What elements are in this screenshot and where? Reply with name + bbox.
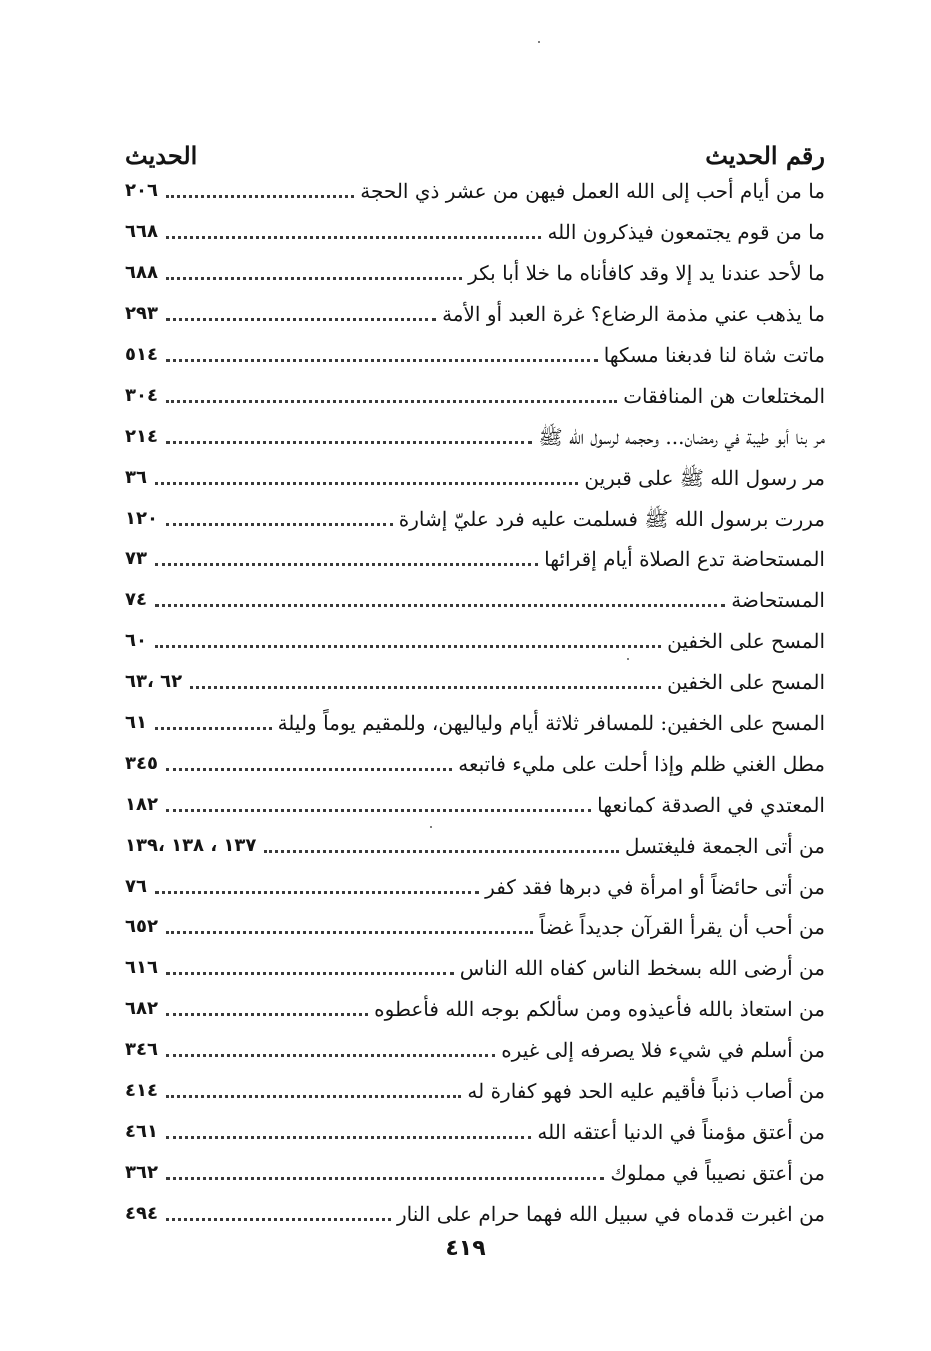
dot-leader [166, 1071, 461, 1111]
index-entry [125, 498, 825, 539]
hadith-text: المسح على الخفين [667, 629, 825, 654]
hadith-text: ما من أيام أحب إلى الله العمل فيهن من عشر ذي الحجة [360, 179, 825, 204]
index-entry [125, 539, 825, 580]
index-header [125, 137, 825, 173]
hadith-number: ٦١ [125, 712, 147, 734]
index-entry [125, 335, 825, 376]
dot-leader [166, 1153, 604, 1193]
dot-leader [166, 744, 452, 784]
index-entry [125, 1030, 825, 1071]
hadith-number: ٣٤٦ [125, 1039, 158, 1061]
dot-leader [166, 907, 533, 947]
hadith-number: ٦٨٨ [125, 262, 158, 284]
hadith-text: ماتت شاة لنا فدبغنا مسكها [603, 343, 825, 367]
index-entry [125, 703, 825, 744]
hadith-number: ٦٢ ،٦٣ [125, 671, 183, 693]
dot-leader [155, 867, 479, 907]
hadith-number: ٦٦٨ [125, 221, 158, 243]
hadith-text: مر بنا أبو طيبة في رمضان... وحجمه لرسول الله ﷺ [538, 424, 825, 449]
index-entry [125, 212, 825, 253]
index-entry [125, 580, 825, 621]
dot-leader [190, 662, 661, 702]
hadith-text: من أحب أن يقرأ القرآن جديداً غضاً [539, 915, 825, 940]
index-entry [125, 457, 825, 498]
hadith-text: من أتى الجمعة فليغتسل [624, 833, 825, 858]
hadith-text: مررت برسول الله ﷺ فسلمت عليه فرد عليّ إشارة [398, 506, 825, 531]
dot-leader [155, 580, 725, 620]
hadith-text: المستحاضة [731, 588, 825, 613]
index-entry [125, 171, 825, 212]
hadith-number: ٢٩٣ [125, 303, 158, 325]
dot-leader [166, 294, 436, 334]
index-entry [125, 294, 825, 335]
hadith-text: مطل الغني ظلم وإذا أحلت على مليء فاتبعه [458, 751, 825, 776]
dot-leader [166, 1112, 531, 1152]
hadith-number: ٢٠٦ [125, 180, 158, 202]
hadith-number: ٦٨٢ [125, 998, 158, 1020]
dot-leader [166, 989, 368, 1029]
dot-leader [155, 621, 661, 661]
hadith-text: من أسلم في شيء فلا يصرفه إلى غيره [501, 1038, 825, 1063]
hadith-number: ٣٦٢ [125, 1161, 158, 1183]
hadith-text: من أرضى الله بسخط الناس كفاه الله الناس [459, 956, 825, 981]
page-number: ٤١٩ [445, 1236, 486, 1261]
hadith-text: المسح على الخفين [667, 670, 825, 695]
hadith-text: المختلعات هن المنافقات [623, 383, 825, 408]
dot-leader [166, 417, 532, 457]
scan-speck [538, 41, 540, 43]
index-entry [125, 1111, 825, 1152]
index-entry [125, 1152, 825, 1193]
hadith-text: ما لأحد عندنا يد إلا وقد كافأناه ما خلا أبا بكر [468, 261, 825, 286]
dot-leader [166, 948, 454, 988]
hadith-number: ٧٤ [125, 589, 147, 611]
index-entry [125, 784, 825, 825]
hadith-text: من أعتق نصيباً في مملوك [610, 1160, 825, 1185]
hadith-number: ٤٩٤ [125, 1202, 158, 1224]
hadith-number: ٥١٤ [125, 344, 158, 365]
hadith-number: ٧٣ [125, 548, 147, 570]
dot-leader [166, 253, 462, 293]
index-entry [125, 1193, 825, 1234]
index-entry [125, 375, 825, 416]
dot-leader [166, 785, 591, 825]
index-entry [125, 907, 825, 948]
index-entry [125, 989, 825, 1030]
hadith-text: من اغبرت قدماه في سبيل الله فهما حرام على النار [396, 1201, 825, 1226]
hadith-text: المستحاضة تدع الصلاة أيام إقرائها [544, 547, 825, 572]
hadith-number: ٢١٤ [125, 425, 158, 447]
hadith-number: ٤٦١ [125, 1120, 158, 1142]
index-entry [125, 825, 825, 866]
index-entry [125, 948, 825, 989]
dot-leader [155, 703, 272, 743]
hadith-number: ٣٦ [125, 466, 147, 488]
hadith-number: ١٣٧ ، ١٣٨ ،١٣٩ [125, 834, 257, 856]
dot-leader [264, 826, 618, 866]
hadith-number: ٧٦ [125, 875, 147, 897]
hadith-text: ما يذهب عني مذمة الرضاع؟ غرة العبد أو الأمة [442, 302, 825, 327]
index-entry [125, 662, 825, 703]
hadith-number: ١٨٢ [125, 793, 158, 815]
dot-leader [166, 212, 541, 252]
hadith-number: ٣٠٤ [125, 384, 158, 406]
dot-leader [166, 335, 598, 375]
hadith-text: ما من قوم يجتمعون فيذكرون الله [547, 220, 825, 245]
index-entry [125, 866, 825, 907]
column-heading-hadith: الحديث [125, 140, 198, 170]
dot-leader [166, 1194, 391, 1234]
hadith-text: مر رسول الله ﷺ على قبرين [584, 465, 825, 490]
hadith-text: من استعاذ بالله فأعيذوه ومن سألكم بوجه الله فأعطوه [374, 997, 825, 1022]
hadith-text: المسح على الخفين: للمسافر ثلاثة أيام ولياليهن، وللمقيم يوماً وليلة [277, 711, 825, 736]
dot-leader [155, 539, 538, 579]
hadith-text: من أتى حائضاً أو امرأة في دبرها فقد كفر [485, 874, 825, 899]
hadith-number: ٦٠ [125, 630, 147, 652]
index-entry [125, 253, 825, 294]
dot-leader [166, 499, 393, 539]
index-entry [125, 416, 825, 457]
dot-leader [166, 376, 617, 416]
dot-leader [155, 458, 578, 498]
hadith-number: ١٢٠ [125, 507, 158, 529]
hadith-number: ٣٤٥ [125, 752, 158, 774]
hadith-text: من أعتق مؤمناً في الدنيا أعتقه الله [537, 1119, 825, 1144]
index-entry [125, 621, 825, 662]
hadith-index-list [125, 171, 825, 1234]
hadith-number: ٦٥٢ [125, 916, 158, 938]
hadith-text: المعتدي في الصدقة كمانعها [597, 792, 825, 817]
index-entry [125, 743, 825, 784]
dot-leader [166, 171, 354, 211]
dot-leader [166, 1030, 495, 1070]
index-entry [125, 1071, 825, 1112]
hadith-number: ٤١٤ [125, 1080, 158, 1102]
column-heading-number: رقم الحديث [705, 140, 825, 170]
hadith-text: من أصاب ذنباً فأقيم عليه الحد فهو كفارة له [467, 1079, 825, 1104]
hadith-number: ٦١٦ [125, 957, 158, 979]
